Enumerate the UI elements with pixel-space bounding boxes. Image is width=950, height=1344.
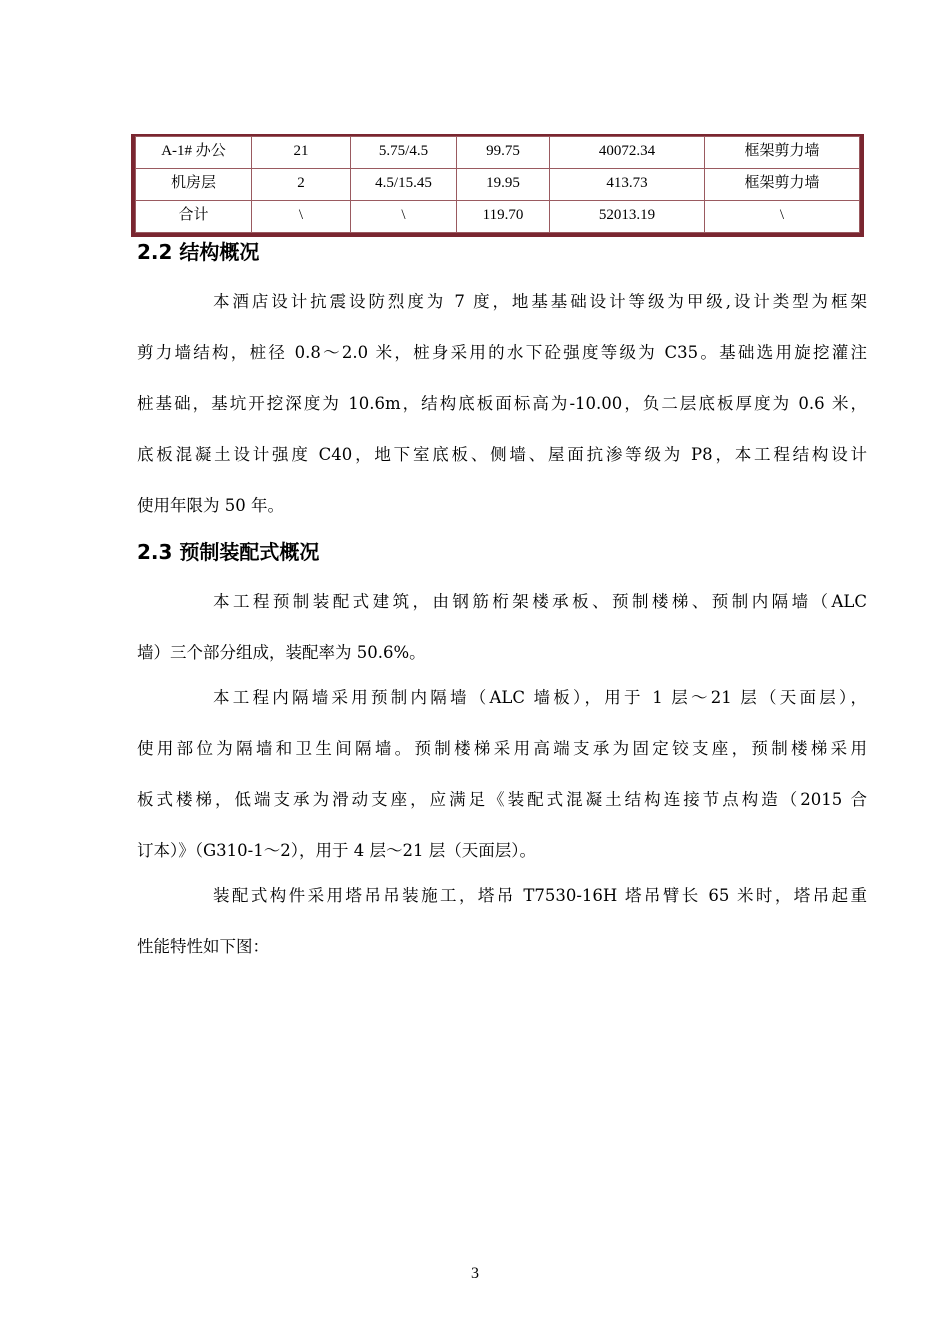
building-summary-table [131,134,864,237]
text-line: 性能特性如下图： [137,937,269,956]
table-cell: 框架剪力墙 [705,137,860,169]
text-line: 剪力墙结构，桩径 0.8～2.0 米，桩身采用的水下砼强度等级为 C35。基础选用旋挖灌注 [137,343,867,362]
prefab-paragraph-3 [137,870,867,972]
table-row [136,137,860,169]
text-line: 使用年限为 50 年。 [137,496,284,515]
table-cell: \ [351,201,457,233]
prefab-paragraph-1 [137,576,867,678]
table-cell: 4.5/15.45 [351,169,457,201]
structure-paragraph [137,276,867,531]
text-line: 本酒店设计抗震设防烈度为 7 度，地基基础设计等级为甲级,设计类型为框架 [213,292,867,311]
table-cell: 413.73 [550,169,705,201]
table-cell: 119.70 [457,201,550,233]
section-heading-structure: 2.2 结构概况 [137,240,260,264]
table-cell: 2 [252,169,351,201]
text-line: 订本）》（G310-1～2），用于 4 层～21 层（天面层）。 [137,841,536,860]
text-line: 本工程预制装配式建筑，由钢筋桁架楼承板、预制楼梯、预制内隔墙（ALC [213,592,867,611]
table-cell: A-1# 办公 [136,137,252,169]
page-number: 3 [471,1265,479,1282]
text-line: 板式楼梯，低端支承为滑动支座，应满足《装配式混凝土结构连接节点构造（2015 合 [137,790,867,809]
text-line: 墙）三个部分组成，装配率为 50.6%。 [137,643,426,662]
table-cell: 40072.34 [550,137,705,169]
table-cell: 5.75/4.5 [351,137,457,169]
table-cell: 99.75 [457,137,550,169]
text-line: 桩基础，基坑开挖深度为 10.6m，结构底板面标高为-10.00，负二层底板厚度为 0.6 米， [137,394,867,413]
table-row [136,201,860,233]
table-cell: 21 [252,137,351,169]
text-line: 底板混凝土设计强度 C40，地下室底板、侧墙、屋面抗渗等级为 P8，本工程结构设计 [137,445,867,464]
table-cell: 19.95 [457,169,550,201]
table-row [136,169,860,201]
table-cell: 52013.19 [550,201,705,233]
table-cell: 框架剪力墙 [705,169,860,201]
table-cell: 机房层 [136,169,252,201]
text-line: 装配式构件采用塔吊吊装施工，塔吊 T7530-16H 塔吊臂长 65 米时，塔吊起重 [213,886,867,905]
table-cell: \ [705,201,860,233]
text-line: 本工程内隔墙采用预制内隔墙（ALC 墙板），用于 1 层～21 层（天面层）， [213,688,867,707]
table-cell: 合计 [136,201,252,233]
table-cell: \ [252,201,351,233]
prefab-paragraph-2 [137,672,867,876]
text-line: 使用部位为隔墙和卫生间隔墙。预制楼梯采用高端支承为固定铰支座，预制楼梯采用 [137,739,867,758]
section-heading-prefab: 2.3 预制装配式概况 [137,540,320,564]
